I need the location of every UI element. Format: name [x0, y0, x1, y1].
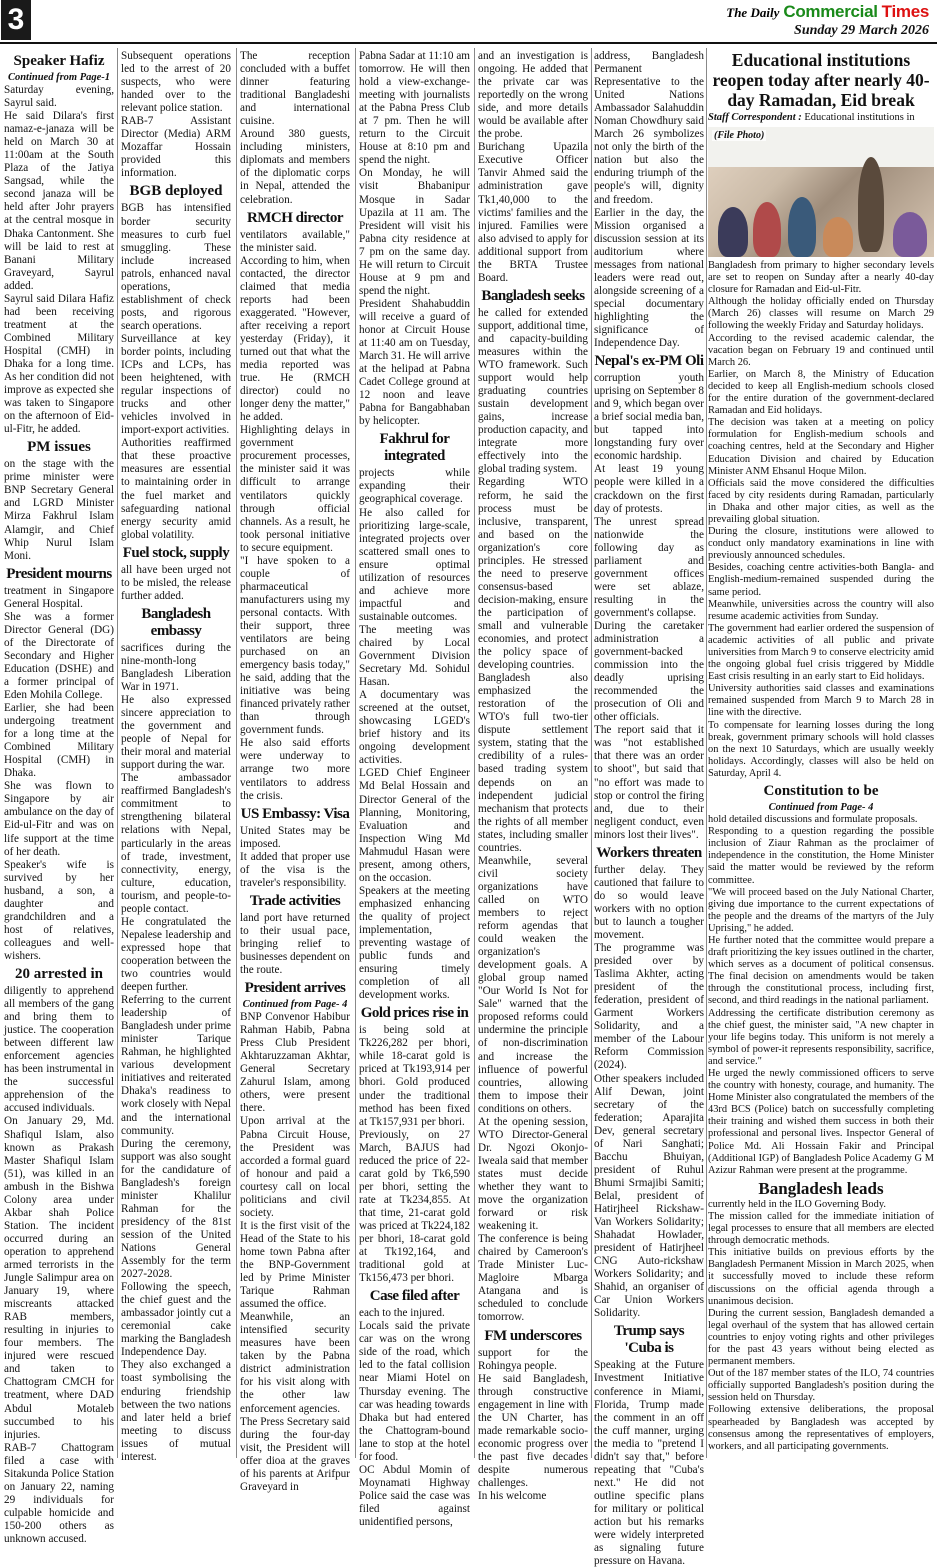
photo-caption: (File Photo)	[714, 130, 765, 141]
photo-student-figure	[893, 212, 927, 257]
page-number: 3	[1, 0, 31, 40]
paragraph: He said Bangladesh, through constructive engagement in line with the UN Charter, has made remarkable socio-economic progress over the past five decades despite numerous challenges.	[478, 1372, 588, 1489]
lead-headline: Educational institutions reopen today after nearly 40-day Ramadan, Eid break	[712, 50, 930, 110]
masthead	[726, 2, 929, 39]
paragraph: This initiative builds on previous efforts by the Bangladesh Permanent Mission in March 2025, when it successfully moved to include these reform discussions on the official agenda through a unanimous decision.	[708, 1247, 934, 1307]
paragraph: corruption youth uprising on September 8 and 9, which began over a brief social media ban, but tapped into longstanding fury over economic hardship.	[594, 372, 704, 463]
paragraph: Locals said the private car was on the wrong side of the road, which led to the fatal collision near Miami Hotel on Thursday evening. The car was heading towards Dhaka but had entered the Chattogram-bound lane to stop at the hotel for food.	[359, 1320, 470, 1463]
column-3	[240, 50, 350, 1493]
continued-from: Continued from Page- 4	[768, 802, 874, 814]
paragraph: Pabna Sadar at 11:10 am tomorrow. He will then hold a view-exchange-meeting with journalists at the Pabna Press Club at 7 pm. Then he will return to the Circuit House at 8:10 pm and spend the night.	[359, 50, 470, 167]
column-7	[708, 50, 934, 1455]
paragraph: Out of the 187 member states of the ILO, 74 countries officially supported Bangladesh's position during the session held on Thursday.	[708, 1368, 934, 1404]
paragraph: He also called for prioritizing large-scale, integrated projects over scattered small ones to ensure optimal utilization of resources and achieve more impactful and sustainable outcomes.	[359, 506, 470, 623]
paragraph: During the closure, institutions were allowed to conduct only mandatory examinations in line with previously announced schedules.	[708, 526, 934, 562]
paragraph: At least 19 young people were killed in a crackdown on the first day of protests.	[594, 463, 704, 515]
byline-label: Staff Correspondent :	[708, 112, 802, 123]
paragraph: President Shahabuddin will receive a guard of honor at Circuit House at 11:40 am on Tuesday, March 31. He will arrive at the helipad at Pabna Cadet College ground at 12 noon and leave Pabna for Bangabhaban by helicopter.	[359, 297, 470, 428]
headline: Case filed after	[369, 1288, 460, 1305]
paragraph: support for the Rohingya people.	[478, 1346, 588, 1372]
paragraph: The report said that it was "not established that there was an order to shoot", but said that "no effort was made to stop or control the firing and, due to their negligent conduct, even minors lost their lives".	[594, 724, 704, 841]
paragraph: The ambassador reaffirmed Bangladesh's commitment to strengthening bilateral relations with Nepal, particularly in the areas of trade, investment, connectivity, energy, culture, education, tourism, and people-to-people contact.	[121, 772, 231, 915]
paragraph: Bangladesh from primary to higher secondary levels are set to reopen on Sunday after a nearly 40-day closure for Ramadan and Eid-ul-Fitr.	[708, 260, 934, 296]
paragraph: University authorities said classes and examinations remained suspended from March 9 to March 28 in line with the directive.	[708, 683, 934, 719]
column-divider	[706, 48, 707, 1458]
paragraph: Earlier, she had been undergoing treatment for a long time at the Combined Military Hospital (CMH) in Dhaka.	[4, 702, 114, 780]
news-photo	[708, 127, 934, 257]
column-divider	[117, 48, 118, 1458]
headline: 20 arrested in	[14, 966, 104, 982]
paragraph: OC Abdul Momin of Moynamati Highway Police said the case was filed against unidentified persons,	[359, 1463, 470, 1528]
paragraph: Around 380 guests, including ministers, diplomats and members of the diplomatic corps in Nepal, attended the celebration.	[240, 128, 350, 206]
headline: Trump says 'Cuba is	[613, 1323, 685, 1357]
byline-text: Educational institutions in	[804, 112, 915, 123]
paragraph: The programme was presided over by Taslima Akhter, acting president of the federation, president of Garment Workers Solidarity, and a member of the Labour Reform Commission (2024).	[594, 942, 704, 1072]
paragraph: treatment in Singapore General Hospital.	[4, 584, 114, 610]
header-rule	[0, 42, 937, 44]
headline: Trade activities	[249, 892, 341, 909]
paragraph: He urged the newly commissioned officers to serve the country with honesty, courage, and humanity. The Home Minister also congratulated the members of the 43rd BCS (Police) batch on successfully completing their training and wished them success in both their professional and personal lives. Inspector General of Police Md. Ali Hossain Fakir and Principal (Additional IGP) of Bangladesh Police Academy G M Azizur Rahman were present at the programme.	[708, 1068, 934, 1176]
paragraph: Previously, on 27 March, BAJUS had reduced the price of 22-carat gold by Tk6,590 per bhori, setting the rate at Tk234,855. At that time, 21-carat gold was priced at Tk224,182 per bhori, 18-carat gold at Tk192,164, and traditional gold at Tk156,473 per bhori.	[359, 1128, 470, 1285]
masthead-name: Commercial	[783, 2, 878, 21]
paragraph: on the stage with the prime minister were BNP Secretary General and LGRD Minister Mirza Fakhrul Islam Alamgir, and Chief Whip Nurul Islam Moni.	[4, 458, 114, 562]
paragraph: BGB has intensified border security measures to curb fuel smuggling. These include increased patrols, enhanced naval operations, establishment of check posts, and rigorous search operations.	[121, 202, 231, 332]
paragraph: each to the injured.	[359, 1307, 445, 1320]
paragraph: United States may be imposed.	[240, 824, 350, 850]
paragraph: Meanwhile, an intensified security measures have been taken by the Pabna district administration for his visit along with the other law enforcement agencies.	[240, 1311, 350, 1415]
paragraph: The decision was taken at a meeting on policy formulation for English-medium schools and coaching centres, held at the Secondary and Higher Education Division and chaired by Education Minister ANM Ehsanul Hoque Milon.	[708, 417, 934, 477]
paragraph: is being sold at Tk226,282 per bhori, while 18-carat gold is priced at Tk193,914 per bhori. Gold produced under the traditional method has been fixed at Tk157,931 per bhori.	[359, 1024, 470, 1128]
paragraph: On Monday, he will visit Bhabanipur Mosque in Sadar Upazila at 11 am. The President will visit his Pabna city residence at 7 pm on the same day. He will return to Circuit House at 9 pm and spend the night.	[359, 167, 470, 297]
paragraph: Highlighting delays in government procurement processes, the minister said it was difficult to arrange ventilators quickly through official channels. As a result, he took personal initiative to secure equipment.	[240, 424, 350, 554]
paragraph: She was flown to Singapore by air ambulance on the day of Eid-ul-Fitr and was on life support at the time of her death.	[4, 780, 114, 858]
column-5	[478, 50, 588, 1503]
paragraph: LGED Chief Engineer Md Belal Hossain and Director General of the Planning, Monitoring, Evaluation and Inspection Wing Md Mahmudul Hasan were present, among others, on the occasion.	[359, 767, 470, 884]
headline: Fakhrul for integrated	[379, 431, 450, 465]
paragraph: He said Dilara's first namaz-e-janaza will be held on March 30 at 11:00am at the South Plaza of the Jatiya Sangsad, while the second janaza will be held after Johr prayers at the central mosque in Dhaka Cantonment. She will be laid to rest at Banani Military Graveyard, Sayrul added.	[4, 110, 114, 292]
photo-student-figure	[753, 202, 781, 257]
paragraph: Meanwhile, several civil society organizations have called on WTO members to reject reform agendas that could weaken the organization's development goals. A global group named "Our World Is Not for Sale" warned that the proposed reforms could undermine the principle of non-discrimination and increase the influence of powerful countries, allowing them to impose their conditions on others.	[478, 854, 588, 1115]
paragraph: Although the holiday officially ended on Thursday (March 26) classes will resume on March 29 following the weekly Friday and Saturday holidays.	[708, 296, 934, 332]
paragraph: Besides, coaching centre activities-both Bangla- and English-medium-remained suspended during the same period.	[708, 562, 934, 598]
paragraph: According to him, when contacted, the director claimed that media reports had been exaggerated. "However, after receiving a report yesterday (Friday), it turned out that what the media reported was true. He (RMCH director) could no longer deny the matter," he added.	[240, 254, 350, 424]
paragraph: Authorities reaffirmed that these proactive measures are essential to maintaining order in the fuel market and safeguarding national energy security amid global volatility.	[121, 437, 231, 541]
headline: President mourns	[6, 565, 112, 582]
paragraph: Burichang Upazila Executive Officer Tanvir Ahmed said the administration gave Tk1,40,000 to the victims' families and the injured. Families were also advised to apply for additional support from the BRTA Trustee Board.	[478, 141, 588, 284]
paragraph: Bangladesh also emphasized the restoration of the WTO's full two-tier dispute settlement system, stating that the credibility of a rules-based trading system depends on an independent judicial mechanism that protects the rights of all member states, including smaller countries.	[478, 672, 588, 854]
paragraph: To compensate for learning losses during the long break, government primary schools will hold classes on the next 10 Saturdays, which are usually weekly holidays. Accordingly, classes will also be held on Saturday, April 4.	[708, 719, 934, 779]
paragraph: They also exchanged a toast symbolising the enduring friendship between the two nations and later held a brief meeting to discuss issues of mutual interest.	[121, 1359, 231, 1463]
paragraph: She was a former Director General (DG) of the Directorate of Secondary and Higher Education (DSHE) and a former principal of Eden Mohila College.	[4, 610, 114, 702]
paragraph: The meeting was chaired by Local Government Division Secretary Md. Sohidul Hasan.	[359, 623, 470, 689]
paragraph: RAB-7 Assistant Director (Media) ARM Mozaffar Hossain provided this information.	[121, 115, 231, 180]
paragraph: projects while expanding their geographical coverage.	[359, 467, 470, 506]
paragraph: The government had earlier ordered the suspension of academic activities of all public and private universities from March 9 to conserve electricity amid the ongoing global fuel crisis triggered by Middle East crisis resulting in an early start to Eid holidays.	[708, 622, 934, 683]
paragraph: Speaker's wife is survived by her husband, a son, a daughter and grandchildren and a host of relatives, colleagues and well-wishers.	[4, 858, 114, 962]
paragraph: currently held in the ILO Governing Body.	[708, 1198, 886, 1210]
headline: Gold prices rise in	[360, 1005, 469, 1022]
paragraph: BNP Convenor Habibur Rahman Habib, Pabna Press Club President Akhtaruzzaman Akhtar, General Secretary Zahurul Islam, among others, were present there.	[240, 1011, 350, 1115]
paragraph: The unrest spread nationwide the following day as parliament and government offices were set ablaze, resulting in the government's collapse.	[594, 515, 704, 619]
paragraph: On January 29, Md. Shafiqul Islam, also known as Prakash Master Shafiqul Islam (51), was killed in an ambush in the Bishwa Colony area under Akbar shah Police Station. The incident occurred during an operation to apprehend armed terrorists in the Jungle Salimpur area on January 19, where miscreants attacked RAB members, resulting in injuries to four members. The injured were rescued and taken to Chattogram CMCH for treatment, where DAD Abdul Motaleb succumbed to his injuries.	[4, 1115, 114, 1441]
photo-student-figure	[788, 197, 816, 257]
paragraph: "I have spoken to a couple of pharmaceutical manufacturers using my personal contacts. With their support, three ventilators are being purchased on an emergency basis today," he said, adding that the initiative was being financed privately rather than through government funds.	[240, 554, 350, 737]
paragraph: Other speakers included Alif Dewan, joint secretary of the federation; Aparajita Dev, general secretary of Nari Sanghati; Bacchu Bhuiyan, president of Ruhul Bhumi Srmajibi Samiti; Belal, president of Hatirjheel Rickshaw-Van Workers Solidarity; Shahadat Howlader, president of Hatirjheel CNG Auto-rickshaw Workers Solidarity; and Shahid, an organiser of Car Union Workers Solidarity.	[594, 1072, 704, 1320]
paragraph: A documentary was screened at the outset, showcasing LGED's brief history and its ongoing development activities.	[359, 689, 470, 767]
paragraph: Earlier, on March 8, the Ministry of Education decided to keep all English-medium schools closed for the entire duration of the government-declared Ramadan and Eid holidays.	[708, 368, 934, 417]
paragraph: The conference is being chaired by Cameroon's Trade Minister Luc-Magloire Mbarga Atangana and is scheduled to conclude tomorrow.	[478, 1233, 588, 1324]
paragraph: During the caretaker administration a government-backed commission into the deadly uprising recommended the prosecution of Oli and other officials.	[594, 619, 704, 724]
column-divider	[236, 48, 237, 1458]
paragraph: all have been urged not to be misled, the release further added.	[121, 563, 231, 602]
photo-student-figure	[823, 217, 853, 257]
paragraph: Speakers at the meeting emphasized enhancing the quality of project implementation, preventing wastage of public funds and ensuring timely completion of all development works.	[359, 884, 470, 1002]
continued-from: Continued from Page-1	[7, 72, 111, 83]
paragraph: During the current session, Bangladesh demanded a legal overhaul of the system that has allowed certain countries to enjoy voting rights and other privileges for the past 43 years without being elected as permanent members.	[708, 1307, 934, 1368]
paragraph: The reception concluded with a buffet dinner featuring traditional Bangladeshi and international cuisine.	[240, 50, 350, 128]
paragraph: Following the speech, the chief guest and the ambassador jointly cut a ceremonial cake marking the Bangladesh Independence Day.	[121, 1281, 231, 1359]
paragraph: Following extensive deliberations, the proposal spearheaded by Bangladesh was accepted by consensus among the representatives of employers, workers, and all participating governments.	[708, 1404, 934, 1452]
paragraph: address, Bangladesh Permanent Representative to the United Nations Ambassador Salahuddin Noman Chowdhury said March 26 symbolizes not only the birth of the nation but also the enduring triumph of the people's will, dignity and freedom.	[594, 50, 704, 206]
byline	[708, 112, 934, 124]
paragraph: he called for extended support, additional time, and capacity-building measures within the WTO framework. Such support would help graduating countries sustain development gains, increase production capacity, and integrate more effectively into the global trading system.	[478, 306, 588, 476]
paragraph: Officials said the move considered the difficulties faced by city residents during Ramadan, particularly in Dhaka and other major cities, as well as the prevailing global situation.	[708, 477, 934, 525]
paragraph: At the opening session, WTO Director-General Dr. Ngozi Okonjo-Iweala said that member states must decide whether they want to move the organization forward or risk weakening it.	[478, 1115, 588, 1233]
masthead-name-red: Times	[881, 2, 929, 21]
masthead-prefix: The Daily	[726, 5, 780, 20]
paragraph: In his welcome	[478, 1490, 547, 1503]
photo-teacher-figure	[858, 157, 884, 252]
paragraph: Responding to a question regarding the possible inclusion of Ziaur Rahman as the proclaimer of independence in the constitution, the Home Minister said the matter would be reviewed by the reform committee.	[708, 826, 934, 886]
paragraph: sacrifices during the nine-month-long Bangladesh Liberation War in 1971.	[121, 641, 231, 693]
paragraph: Subsequent operations led to the arrest of 20 suspects, who were handed over to the relevant police station.	[121, 50, 231, 115]
continued-from: Continued from Page- 4	[242, 999, 348, 1011]
paragraph: Referring to the current leadership of Bangladesh under prime minister Tarique Rahman, he highlighted various development initiatives and reiterated Dhaka's readiness to work closely with Nepal and the international community.	[121, 994, 231, 1137]
paragraph: hold detailed discussions and formulate proposals.	[708, 814, 918, 826]
paragraph: The Press Secretary said during the four-day visit, the President will offer dioa at the graves of his parents at Arifpur Graveyard in	[240, 1415, 350, 1493]
paragraph: Speaking at the Future Investment Initiative conference in Miami, Florida, Trump made the comment in an off the cuff manner, urging the media to "pretend I didn't say that," before repeating that "Cuba's next." He did not outline specific plans for military or political action but his remarks were widely interpreted as signaling future pressure on Havana.	[594, 1359, 704, 1568]
paragraph: ventilators available," the minister said.	[240, 228, 350, 254]
paragraph: He further noted that the committee would prepare a draft prioritizing the key issues outlined in the charter, which serves as a document of political consensus. The final decision on amendments would be taken through the constitutional process, including first, second, and third readings in the national parliament.	[708, 934, 934, 1007]
issue-date: Sunday 29 March 2026	[794, 23, 929, 38]
headline: President arrives	[244, 980, 346, 997]
column-divider	[474, 48, 475, 1458]
headline: FM underscores	[484, 1327, 582, 1344]
headline: Fuel stock, supply	[122, 544, 230, 561]
headline: RMCH director	[246, 209, 344, 226]
column-1	[4, 50, 115, 1545]
paragraph: diligently to apprehend all members of the gang and bring them to justice. The cooperation between different law enforcement agencies has been instrumental in the successful apprehension of the accused individuals.	[4, 985, 114, 1115]
headline: Bangladesh embassy	[141, 605, 211, 639]
column-divider	[591, 48, 592, 1458]
headline: Bangladesh seeks	[481, 287, 585, 304]
paragraph: The mission called for the immediate initiation of legal processes to ensure that all members are elected through democratic methods.	[708, 1210, 934, 1247]
paragraph: land port have returned to their usual pace, bringing relief to businesses dependent on the route.	[240, 911, 350, 977]
column-2	[121, 50, 231, 1463]
paragraph: Upon arrival at the Pabna Circuit House, the President was accorded a formal guard of honour and paid a courtesy call on local politicians and civil society.	[240, 1115, 350, 1219]
paragraph: He also expressed sincere appreciation to the government and people of Nepal for their moral and material support during the war.	[121, 694, 231, 772]
paragraph: It added that proper use of the visa is the traveler's responsibility.	[240, 850, 350, 889]
column-divider	[355, 48, 356, 1458]
paragraph: further delay. They cautioned that failure to do so would leave workers with no option but to launch a tougher movement.	[594, 863, 704, 941]
headline: Bangladesh leads	[758, 1178, 884, 1198]
headline: Nepal's ex-PM Oli	[594, 353, 704, 370]
paragraph: Sayrul said Dilara Hafiz had been receiving treatment at the Combined Military Hospital (CMH) in Dhaka for a long time. As her condition did not improve as expected she was taken to Singapore on the afternoon of Eid-ul-Fitr, he added.	[4, 292, 114, 436]
paragraph: During the ceremony, support was also sought for the candidature of Bangladesh's foreign minister Khalilur Rahman for the presidency of the 81st session of the United Nations General Assembly for the term 2027-2028.	[121, 1137, 231, 1281]
paragraph: Regarding WTO reform, he said the process must be inclusive, transparent, and based on the organization's core principles. He stressed the need to preserve consensus-based decision-making, ensure the participation of small and vulnerable economies, and protect the policy space of developing countries.	[478, 476, 588, 672]
headline: US Embassy: Visa	[240, 805, 350, 822]
column-6	[594, 50, 704, 1568]
headline: Workers threaten	[596, 844, 702, 861]
paragraph: He also said efforts were underway to arrange two more ventilators to address the crisis.	[240, 737, 350, 802]
paragraph: He congratulated the Nepalese leadership and expressed hope that cooperation between the two countries would deepen further.	[121, 915, 231, 994]
paragraph: Meanwhile, universities across the country will also resume academic activities from Sunday.	[708, 598, 934, 622]
column-4	[359, 50, 470, 1528]
headline: Speaker Hafiz	[13, 53, 105, 69]
paragraph: Saturday evening, Sayrul said.	[4, 84, 114, 110]
photo-student-figure	[718, 207, 748, 257]
paragraph: "We will proceed based on the July National Charter, giving due importance to the current expectations of the people and the dreams of the martyrs of the July Uprising," he added.	[708, 886, 934, 934]
paragraph: Surveillance at key border points, including ICPs and LCPs, has been heightened, with regular inspections of trucks and other vehicles involved in import-export activities.	[121, 332, 231, 437]
headline: Constitution to be	[763, 783, 879, 800]
paragraph: According to the revised academic calendar, the vacation began on February 19 and continued until March 26.	[708, 332, 934, 368]
paragraph: Earlier in the day, the Mission organised a discussion session at its auditorium where messages from national leaders were read out, alongside screening of a special documentary highlighting the significance of Independence Day.	[594, 206, 704, 350]
paragraph: Addressing the certificate distribution ceremony as the chief guest, the minister said, "A new chapter in your life begins today. This uniform is not merely a symbol of power-it represents responsibility, sacrifice, and service."	[708, 1007, 934, 1067]
headline: BGB deployed	[129, 183, 223, 200]
paragraph: RAB-7 Chattogram filed a case with Sitakunda Police Station on January 22, naming 29 individuals for culpable homicide and 150-200 others as unknown accused.	[4, 1441, 115, 1545]
headline: PM issues	[27, 439, 91, 456]
paragraph: It is the first visit of the Head of the State to his home town Pabna after the BNP-Government led by Prime Minister Tarique Rahman assumed the office.	[240, 1219, 350, 1311]
paragraph: and an investigation is ongoing. He added that the private car was reportedly on the wrong side, and more details would be available after the probe.	[478, 50, 588, 141]
